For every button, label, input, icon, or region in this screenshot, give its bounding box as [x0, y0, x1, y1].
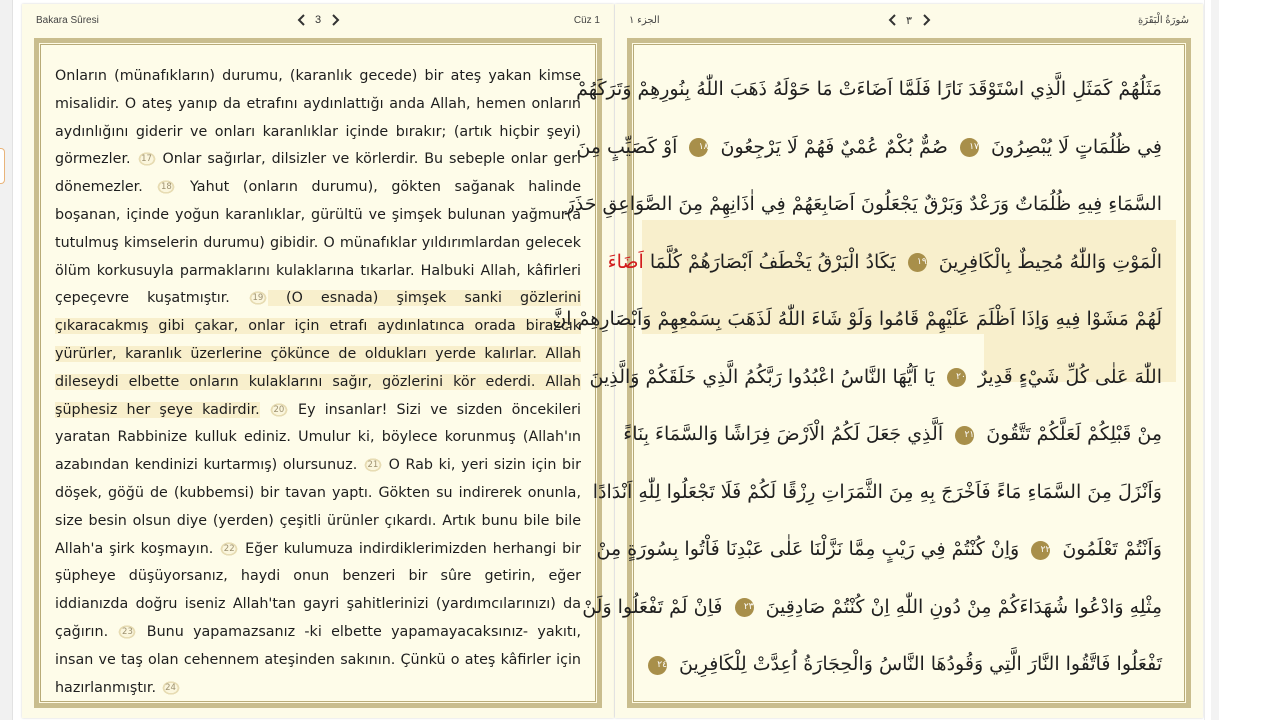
next-page-button-arabic[interactable]: [919, 12, 933, 28]
arabic-segment: صُمٌّ بُكْمٌ عُمْيٌ فَهُمْ لَا يَرْجِعُونَ: [720, 135, 948, 158]
arabic-segment: مَثَلُهُمْ كَمَثَلِ الَّذِي اسْتَوْقَدَ نَارًا فَلَمَّا اَضَاءَتْ مَا حَوْلَهُ ذَهَبَ اللّٰهُ بِنُورِهِمْ وَتَرَكَهُمْ: [576, 78, 1162, 100]
verse-number-marker[interactable]: 18: [156, 179, 176, 195]
ayah-marker[interactable]: ٢١: [955, 426, 974, 445]
arabic-segment: اللّٰهَ عَلٰى كُلِّ شَيْءٍ قَدِيرٌ: [977, 365, 1162, 388]
arabic-segment: الْمَوْتِ وَاللّٰهُ مُحِيطٌ بِالْكَافِرِينَ: [938, 250, 1162, 273]
arabic-segment: وَاِنْ كُنْتُمْ فِي رَيْبٍ مِمَّا نَزَّلْنَا عَلٰى عَبْدِنَا فَاْتُوا بِسُورَةٍ مِنْ: [596, 538, 1020, 560]
arabic-segment: يَا اَيُّهَا النَّاسُ اعْبُدُوا رَبَّكُمُ الَّذِي خَلَقَكُمْ وَالَّذِينَ: [589, 365, 935, 388]
translation-page: [22, 4, 614, 718]
translation-segment: Bunu yapamazsanız -ki elbette yapamayacaksınız- yakıtı, insan ve taş olan cehennem ateşinden sakının. Çünkü o ateş kâfirler için hazırlanmıştır.: [55, 623, 581, 696]
arabic-line: [576, 119, 1162, 177]
translation-segment: Ey insanlar! Sizi ve sizden öncekileri yaratan Rabbinize kulluk ediniz. Umulur ki, böylece korunmuş (Allah'ın azabından kendinizi kurtarmış) olursunuz.: [55, 401, 581, 474]
chevron-left-icon: [888, 14, 897, 26]
arabic-segment: السَّمَاءِ فِيهِ ظُلُمَاتٌ وَرَعْدٌ وَبَرْقٌ يَجْعَلُونَ اَصَابِعَهُمْ فِي اٰذَانِهِمْ مِنَ الصَّوَاعِقِ حَذَرَ: [565, 193, 1162, 215]
arabic-line: [589, 349, 1162, 407]
verse-number-marker[interactable]: 20: [269, 402, 289, 418]
juz-label: Cüz 1: [573, 15, 600, 26]
scrollbar[interactable]: [1211, 0, 1219, 720]
translation-segment: Onların (münafıkların) durumu, (karanlık gecede) bir ateş yakan kimse misalidir. O ateş yanıp da etrafını aydınlattığı anda Allah, hemen onların aydınlığını giderir ve onları karanlıklar içinde bırakır; (artık hiçbir şeyi) görmezler.: [55, 68, 581, 168]
arabic-frame: [552, 38, 1191, 708]
translation-segment: Onlar sağırlar, dilsizler ve körlerdir. Bu sebeple onlar geri dönemezler.: [55, 151, 581, 196]
verse-number-marker[interactable]: 23: [117, 624, 137, 640]
arabic-line: [582, 579, 1162, 637]
prev-page-button[interactable]: [294, 12, 308, 28]
arabic-line: [592, 464, 1162, 522]
page-navigation: [294, 12, 342, 28]
ayah-marker[interactable]: ٢٠: [947, 368, 966, 387]
arabic-segment: فِي ظُلُمَاتٍ لَا يُبْصِرُونَ: [990, 135, 1162, 158]
arabic-segment: وَاَنْتُمْ تَعْلَمُونَ: [1062, 538, 1162, 560]
surah-name: Bakara Sûresi: [36, 15, 99, 26]
surah-name-arabic: سُورَةُ الْبَقَرَةِ: [1137, 15, 1189, 26]
ayah-marker[interactable]: ٢٣: [735, 598, 754, 617]
arabic-line: [552, 291, 1162, 349]
arabic-segment: اَلَّذِي جَعَلَ لَكُمُ الْاَرْضَ فِرَاشًا وَالسَّمَاءَ بِنَاءً: [623, 423, 944, 445]
chevron-right-icon: [922, 14, 931, 26]
chevron-right-icon: [331, 14, 340, 26]
arabic-segment: مِثْلِهِ وَادْعُوا شُهَدَاءَكُمْ مِنْ دُونِ اللّٰهِ اِنْ كُنْتُمْ صَادِقِينَ: [765, 595, 1162, 618]
arabic-segment: اَوْ كَصَيِّبٍ مِنَ: [576, 135, 678, 158]
translation-header: [22, 4, 614, 36]
verse-number-marker[interactable]: 19: [248, 290, 268, 306]
ayah-marker[interactable]: ١٩: [908, 253, 927, 272]
ayah-marker[interactable]: ١٧: [960, 138, 979, 157]
highlighted-word: اَضَاءَ: [607, 250, 644, 273]
arabic-line: [596, 521, 1162, 579]
translation-segment: O Rab ki, yeri sizin için bir döşek, göğü de (kubbemsi) bir tavan yaptı. Gökten su indirerek onunla, size besin olsun diye (yerden) çeşitli ürünler çıkardı. Artık bunu bile bile Allah'a şirk koşmayın.: [55, 457, 581, 557]
juz-label-arabic: الجزء ١: [629, 15, 660, 26]
verse-number-marker[interactable]: 24: [161, 680, 181, 696]
page-number-arabic: ٣: [906, 14, 912, 27]
verse-number-marker[interactable]: 21: [363, 457, 383, 473]
arabic-segment: مِنْ قَبْلِكُمْ لَعَلَّكُمْ تَتَّقُونَ: [986, 423, 1162, 445]
translation-text: [55, 63, 581, 702]
left-window-edge: [0, 0, 13, 720]
translation-segment: Yahut (onların durumu), gökten sağanak halinde boşanan, içinde yoğun karanlıklar, gürültü ve şimşek bulunan yağmur(a tutulmuş kimselerin durumu) gibidir. O münafıklar yıldırımlardan gelecek ölüm korkusuyla parmaklarını kulaklarına tıkarlar. Halbuki Allah, kâfirleri çepeçevre kuşatmıştır.: [55, 179, 581, 307]
arabic-line: [644, 636, 1162, 694]
arabic-line: [576, 61, 1162, 119]
ayah-marker[interactable]: ٢٤: [648, 656, 667, 675]
page-number: 3: [314, 14, 322, 26]
arabic-segment: لَهُمْ مَشَوْا فِيهِ وَاِذَا اَظْلَمَ عَلَيْهِمْ قَامُوا وَلَوْ شَاءَ اللّٰهُ لَذَهَبَ بِسَمْعِهِمْ وَاَبْصَارِهِمْ اِنَّ: [552, 308, 1162, 330]
arabic-text: [552, 61, 1162, 694]
next-page-button[interactable]: [328, 12, 342, 28]
translation-segment: (O esnada) şimşek sanki gözlerini çıkaracakmış gibi çakar, onlar için etrafı aydınlatınca orada birazcık yürürler, karanlık üzerlerine çökünce de oldukları yerde kalırlar. Allah dileseydi elbette onların kulaklarını sağır, gözlerini kör ederdi. Allah şüphesiz her şeye kadirdir.: [55, 290, 581, 418]
arabic-line: [607, 234, 1162, 292]
verse-number-marker[interactable]: 17: [137, 151, 157, 167]
verse-number-marker[interactable]: 22: [219, 541, 239, 557]
arabic-line: [565, 176, 1162, 234]
arabic-segment: وَاَنْزَلَ مِنَ السَّمَاءِ مَاءً فَاَخْرَجَ بِهِ مِنَ الثَّمَرَاتِ رِزْقًا لَكُمْ فَلَا تَجْعَلُوا لِلّٰهِ اَنْدَادًا: [592, 480, 1162, 503]
ayah-marker[interactable]: ١٨: [689, 138, 708, 157]
side-tab[interactable]: [0, 148, 5, 184]
prev-page-button-arabic[interactable]: [885, 12, 899, 28]
arabic-header: [615, 4, 1203, 36]
page-navigation-arabic: [885, 12, 933, 28]
arabic-line: [623, 406, 1162, 464]
arabic-segment: يَكَادُ الْبَرْقُ يَخْطَفُ اَبْصَارَهُمْ كُلَّمَا: [643, 250, 896, 273]
ayah-marker[interactable]: ٢٢: [1031, 541, 1050, 560]
arabic-segment: تَفْعَلُوا فَاتَّقُوا النَّارَ الَّتِي وَقُودُهَا النَّاسُ وَالْحِجَارَةُ اُعِدَّتْ لِلْكَافِرِينَ: [678, 653, 1162, 675]
translation-segment: Eğer kulumuza indirdiklerimizden herhangi bir şüpheye düşüyorsanız, haydi onun benzeri bir sûre getirin, eğer iddianızda doğru iseniz Allah'tan gayri şahitlerinizi (yardımcılarınızı) da çağırın.: [55, 540, 581, 640]
right-window-edge: [1204, 0, 1281, 720]
translation-frame: [34, 38, 602, 708]
chevron-left-icon: [297, 14, 306, 26]
arabic-segment: فَاِنْ لَمْ تَفْعَلُوا وَلَنْ: [582, 595, 723, 618]
